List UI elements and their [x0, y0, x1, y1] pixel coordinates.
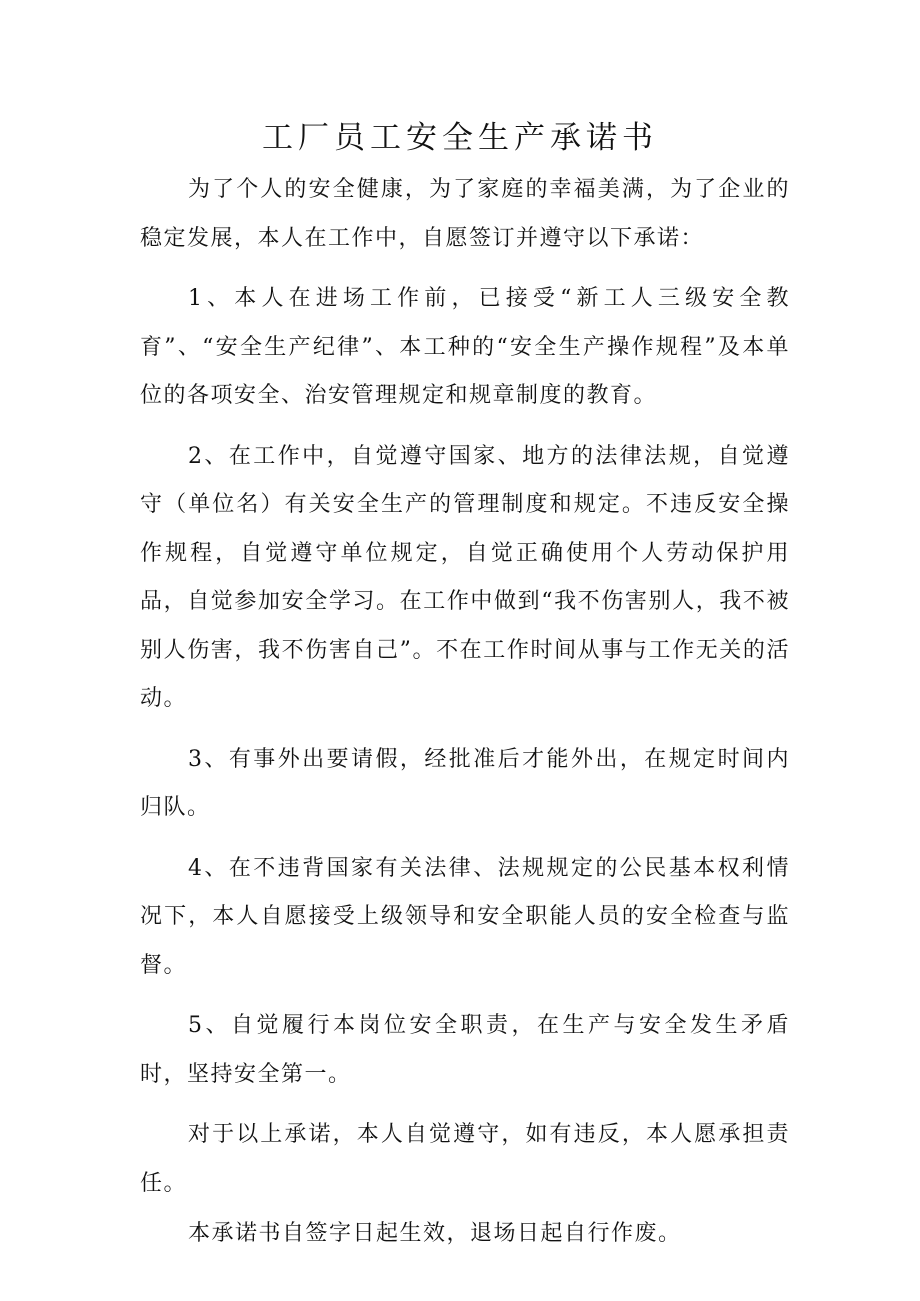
- document-title: 工厂员工安全生产承诺书: [262, 120, 658, 156]
- commitment-item-3: 3、有事外出要请假，经批准后才能外出，在规定时间内归队。: [140, 746, 790, 820]
- commitment-item-1: 1、本人在进场工作前，已接受“新工人三级安全教育”、“安全生产纪律”、本工种的“安全生产操作规程”及本单位的各项安全、治安管理规定和规章制度的教育。: [140, 286, 790, 408]
- document-body: [140, 166, 790, 1261]
- validity-statement: 本承诺书自签字日起生效，退场日起自行作废。: [188, 1221, 682, 1246]
- intro-paragraph: 为了个人的安全健康，为了家庭的幸福美满，为了企业的稳定发展，本人在工作中，自愿签订并遵守以下承诺：: [140, 177, 790, 251]
- responsibility-statement: 对于以上承诺，本人自觉遵守，如有违反，本人愿承担责任。: [140, 1122, 790, 1196]
- commitment-item-5: 5、自觉履行本岗位安全职责，在生产与安全发生矛盾时，坚持安全第一。: [140, 1013, 790, 1087]
- commitment-item-4: 4、在不违背国家有关法律、法规规定的公民基本权利情况下，本人自愿接受上级领导和安全职能人员的安全检查与监督。: [140, 855, 790, 978]
- commitment-item-2: 2、在工作中，自觉遵守国家、地方的法律法规，自觉遵守（单位名）有关安全生产的管理制度和规定。不违反安全操作规程，自觉遵守单位规定，自觉正确使用个人劳动保护用品，自觉参加安全学习。在工作中做到“我不伤害别人，我不被别人伤害，我不伤害自己”。不在工作时间从事与工作无关的活动。: [140, 443, 790, 711]
